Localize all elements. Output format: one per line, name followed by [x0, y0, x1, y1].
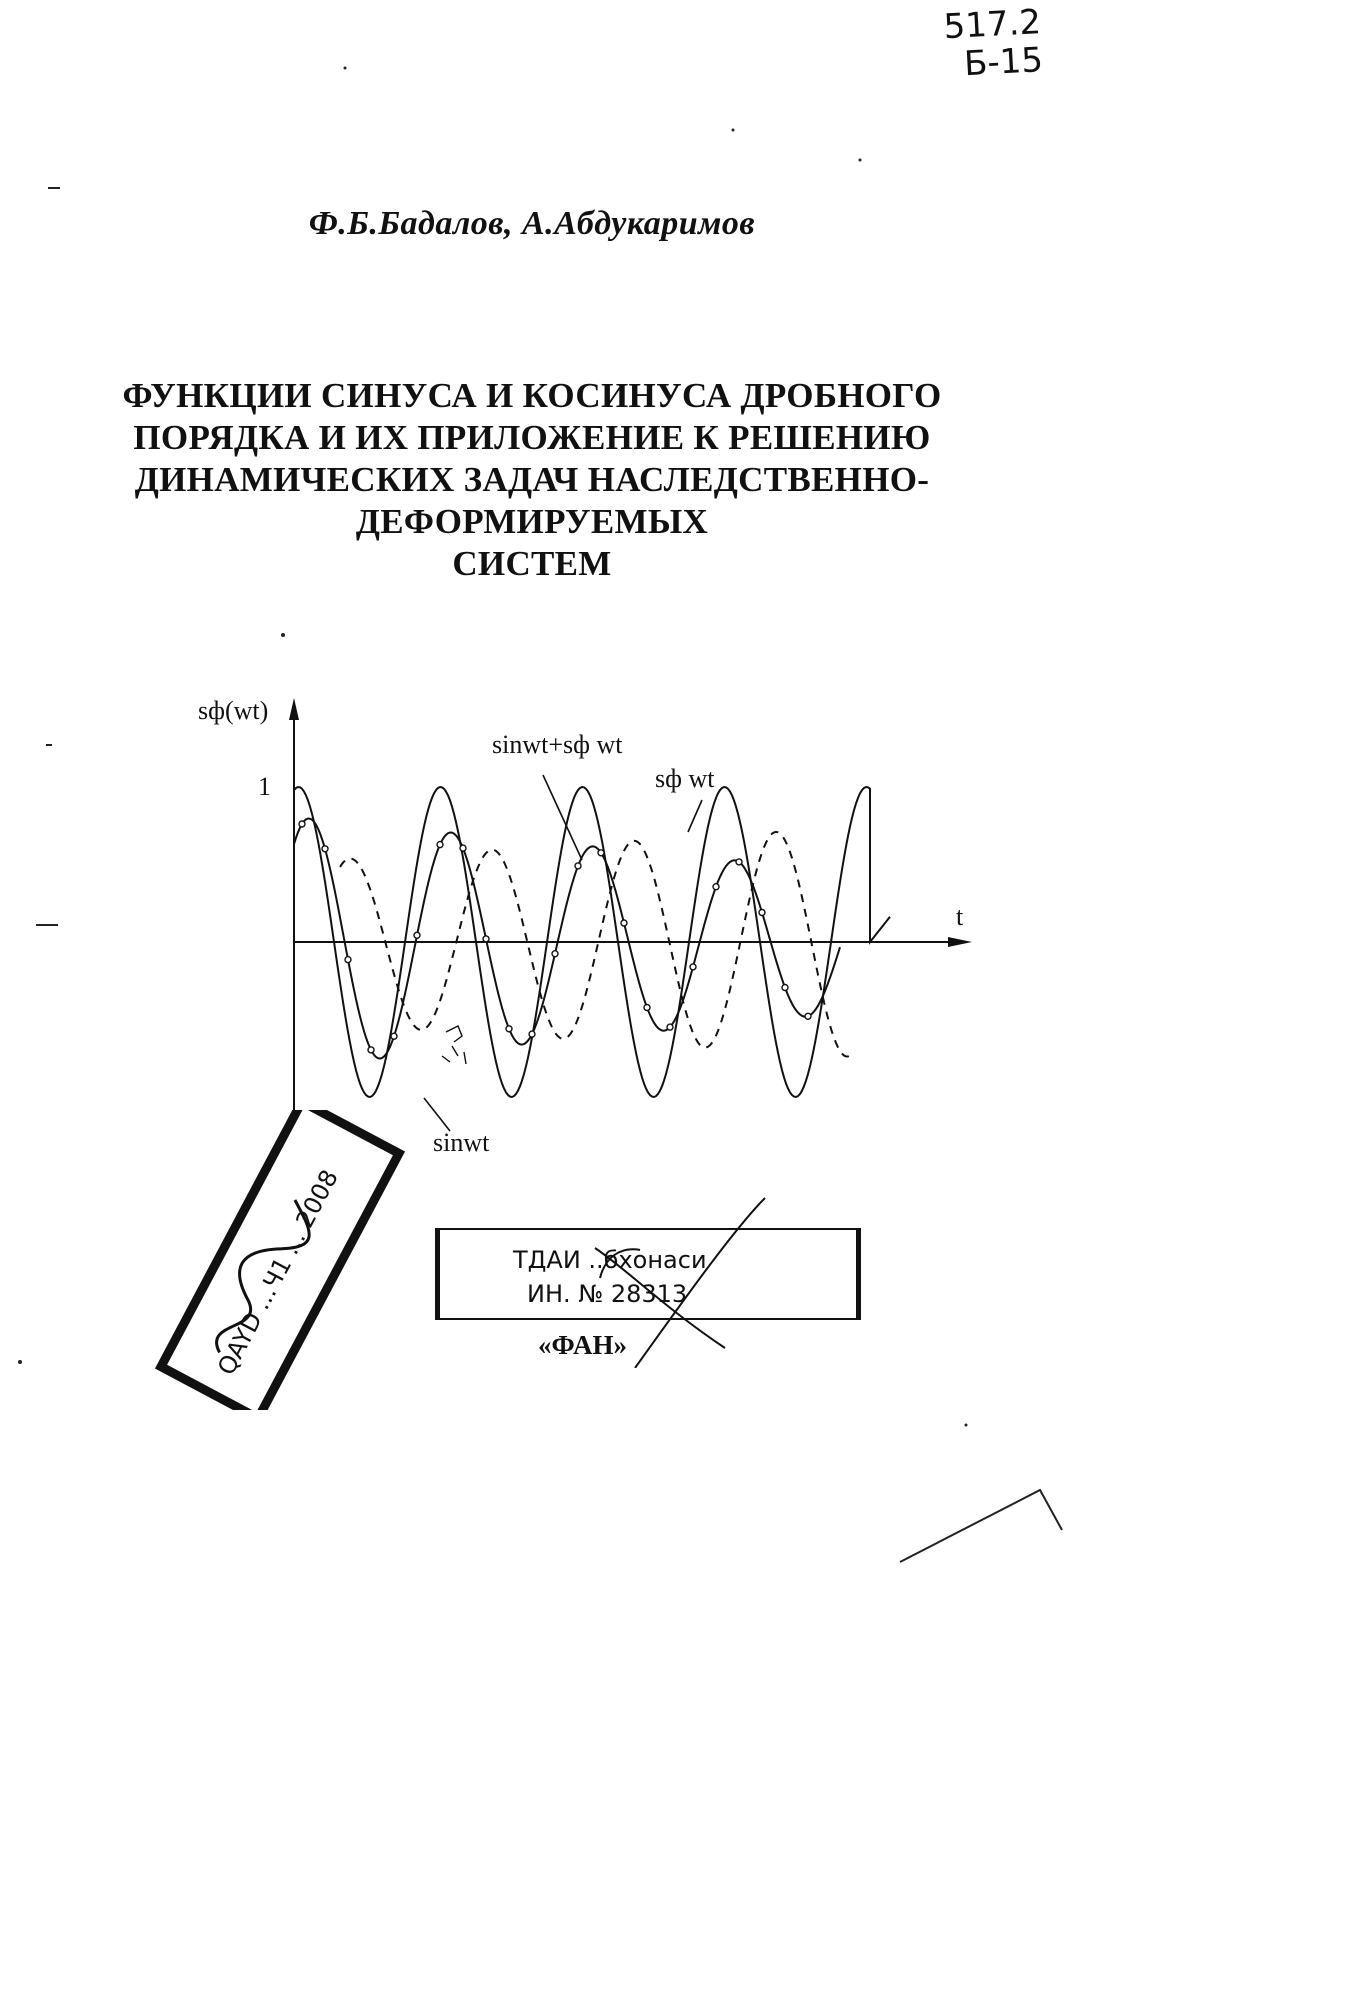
corner-mark [900, 1490, 1062, 1562]
publisher: «ФАН» [538, 1330, 627, 1360]
title-line-2: ПОРЯДКА И ИХ ПРИЛОЖЕНИЕ К РЕШЕНИЮ [133, 418, 931, 457]
speck-7 [18, 1360, 22, 1364]
authors: Ф.Б.Бадалов, А.Абдукаримов [308, 205, 756, 242]
y-axis-label: sф(wt) [198, 696, 269, 725]
speck-5 [281, 633, 285, 637]
inventory-stamp-library: ТДАИ ..бхонаси [513, 1246, 707, 1274]
title-line-5: СИСТЕМ [452, 544, 612, 583]
label-sph: sф wt [655, 764, 715, 793]
speck-6 [859, 159, 862, 162]
diagonal-stamp-text: QAYD ...Ч1 ... 2008 [212, 1165, 344, 1380]
speck-3 [344, 67, 347, 70]
label-sin: sinwt [433, 1128, 490, 1157]
speck-8 [965, 1424, 968, 1427]
label-sum: sinwt+sф wt [492, 730, 623, 759]
catalog-code: Б-15 [963, 40, 1044, 85]
x-axis-label: t [956, 902, 964, 931]
title-line-3: ДИНАМИЧЕСКИХ ЗАДАЧ НАСЛЕДСТВЕННО- [134, 460, 930, 499]
title-line-1: ФУНКЦИИ СИНУСА И КОСИНУСА ДРОБНОГО [122, 376, 942, 415]
catalog-udc: 517.2 [942, 2, 1042, 48]
speck-4 [732, 129, 735, 132]
y-tick-1: 1 [258, 772, 271, 801]
inventory-stamp-number: ИН. № 28313 [527, 1280, 688, 1308]
title-line-4: ДЕФОРМИРУЕМЫХ [355, 502, 709, 541]
